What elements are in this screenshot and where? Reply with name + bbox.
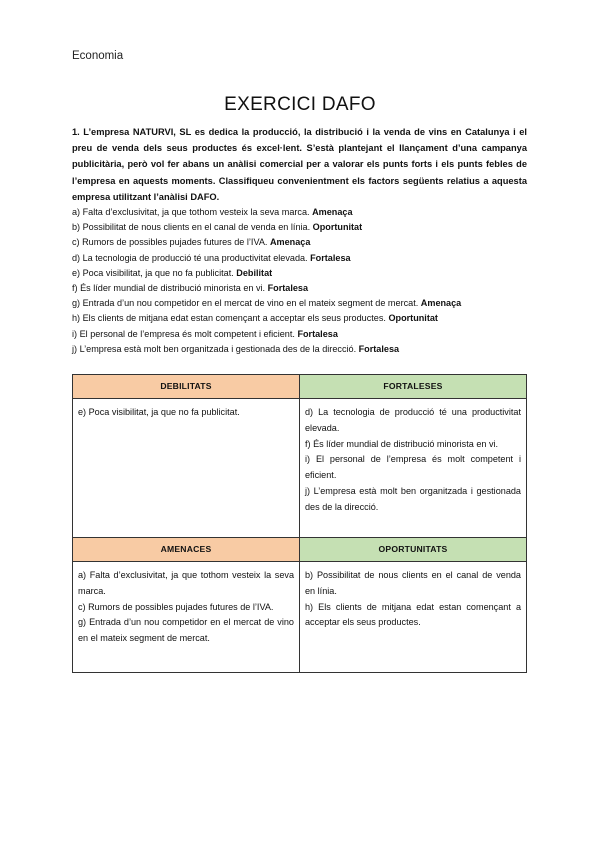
- header-fortaleses: FORTALESES: [300, 375, 527, 399]
- factor-category: Amenaça: [420, 298, 462, 309]
- factor-category: Amenaça: [269, 237, 311, 248]
- factor-text: c) Rumors de possibles pujades futures de l’IVA.: [72, 237, 270, 248]
- factor-text: j) L’empresa està molt ben organitzada i gestionada des de la direcció.: [72, 343, 359, 354]
- factor-category: Fortalesa: [297, 328, 338, 339]
- list-item: [72, 281, 532, 296]
- table-entry: g) Entrada d’un nou competidor en el mercat de vino en el mateix segment de mercat.: [78, 617, 294, 644]
- table-entry: d) La tecnologia de producció té una productivitat elevada.: [305, 407, 521, 433]
- factor-text: f) És líder mundial de distribució minorista en vi.: [72, 283, 268, 294]
- factor-text: d) La tecnologia de producció té una productivitat elevada.: [72, 252, 311, 263]
- factor-category: Amenaça: [312, 207, 353, 217]
- cell-amenaces: [73, 562, 300, 673]
- document-header-subject: Economia: [72, 50, 124, 62]
- factor-list: [72, 205, 532, 357]
- factor-category: Fortalesa: [310, 252, 351, 263]
- table-entry: j) L’empresa està molt ben organitzada i gestionada des de la direcció.: [305, 485, 521, 512]
- factor-text: i) El personal de l’empresa és molt competent i eficient.: [72, 328, 298, 339]
- list-item: [72, 205, 532, 220]
- list-item: [72, 266, 532, 281]
- exercise-statement: 1. L’empresa NATURVI, SL es dedica la producció, la distribució i la venda de vins en Catalunya i el preu de venda dels seus productes és excel·lent. S’està plantejant el llançament d’una campanya publicitària, però vol fer abans un anàlisi comercial per a valorar els punts forts i els punts febles de l’empresa en aquests moments. Classifiqueu convenientment els factors següents relatius a aquesta empresa utilitzant l’anàlisi DAFO.: [72, 127, 527, 202]
- list-item: [72, 311, 532, 326]
- table-entry: f) És líder mundial de distribució minorista en vi.: [305, 438, 499, 449]
- factor-category: Debilitat: [236, 267, 273, 278]
- cell-debilitats: [73, 399, 300, 538]
- list-item: [72, 235, 532, 250]
- factor-category: Oportunitat: [388, 313, 438, 324]
- factor-text: b) Possibilitat de nous clients en el canal de venda en línia.: [72, 222, 313, 233]
- header-debilitats: DEBILITATS: [73, 375, 300, 399]
- list-item: [72, 296, 532, 311]
- factor-category: Fortalesa: [358, 343, 400, 354]
- table-entry: b) Possibilitat de nous clients en el canal de venda en línia.: [305, 570, 521, 596]
- factor-category: Oportunitat: [312, 222, 363, 233]
- header-oportunitats: OPORTUNITATS: [300, 538, 527, 562]
- table-entry: i) El personal de l’empresa és molt competent i eficient.: [305, 454, 521, 481]
- cell-fortaleses: [300, 399, 527, 538]
- table-entry: a) Falta d’exclusivitat, ja que tothom vesteix la seva marca.: [78, 570, 294, 596]
- factor-text: a) Falta d’exclusivitat, ja que tothom vesteix la seva marca.: [72, 207, 313, 217]
- factor-text: e) Poca visibilitat, ja que no fa publicitat.: [72, 267, 237, 278]
- factor-text: h) Els clients de mitjana edat estan començant a acceptar els seus productes.: [72, 313, 389, 324]
- list-item: [72, 220, 532, 235]
- dafo-table: [72, 374, 527, 673]
- page-title: EXERCICI DAFO: [224, 94, 376, 115]
- table-entry: c) Rumors de possibles pujades futures de l’IVA.: [78, 601, 274, 612]
- table-entry: h) Els clients de mitjana edat estan començant a acceptar els seus productes.: [305, 601, 521, 628]
- list-item: [72, 327, 532, 342]
- list-item: [72, 342, 532, 357]
- header-amenaces: AMENACES: [73, 538, 300, 562]
- list-item: [72, 251, 532, 266]
- table-entry: e) Poca visibilitat, ja que no fa publicitat.: [78, 407, 240, 417]
- factor-text: g) Entrada d’un nou competidor en el mercat de vino en el mateix segment de mercat.: [72, 298, 421, 309]
- cell-oportunitats: [300, 562, 527, 673]
- factor-category: Fortalesa: [267, 283, 309, 294]
